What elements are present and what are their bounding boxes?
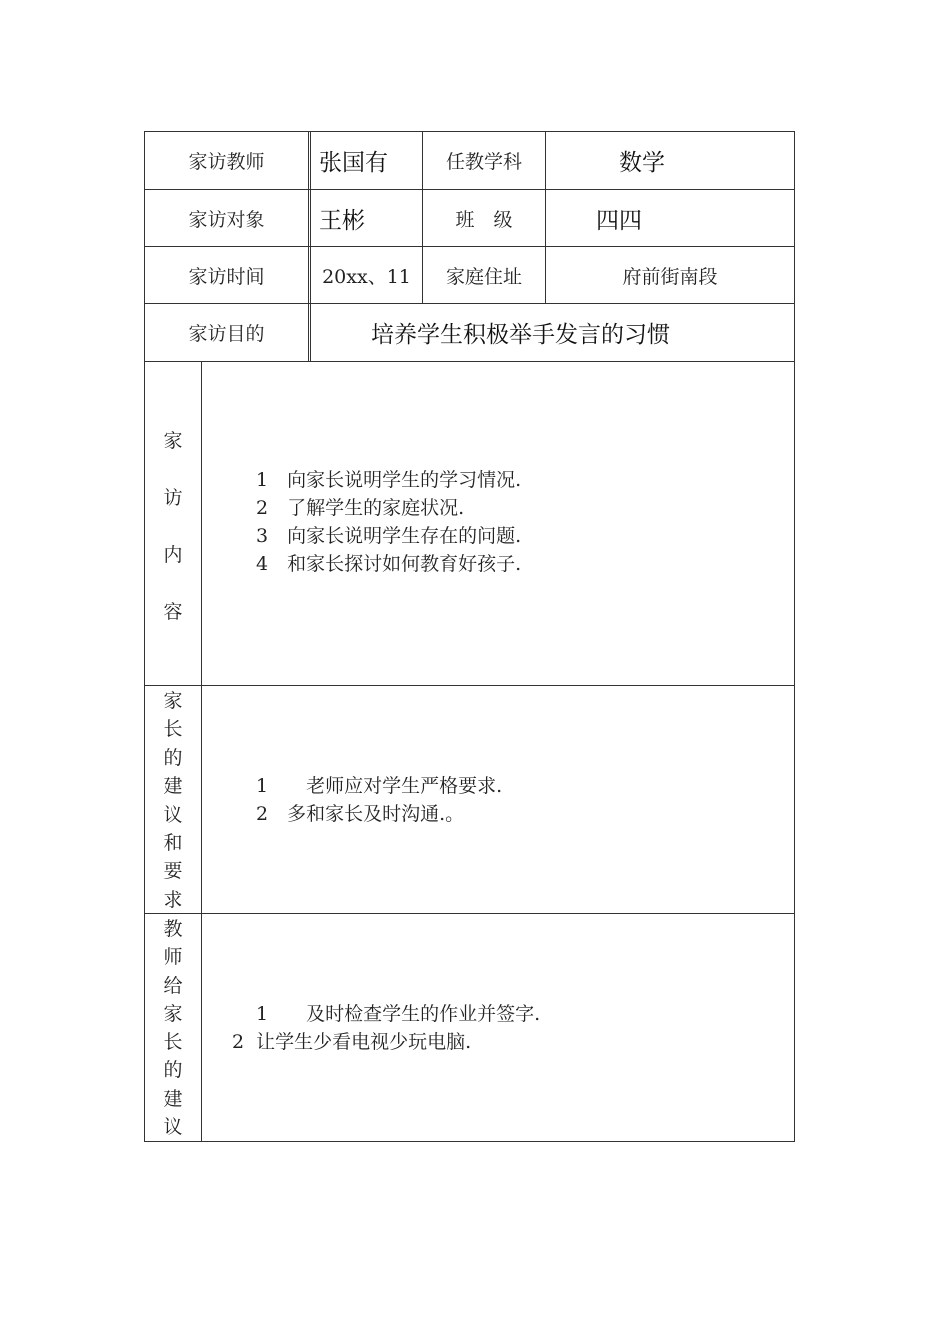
section-parent-suggestions bbox=[145, 686, 794, 914]
visit-content-label bbox=[145, 362, 202, 685]
teacher-suggestions-label-char: 师 bbox=[163, 946, 183, 969]
teacher-suggestions-label-char: 议 bbox=[163, 1116, 183, 1139]
visit-content-label-char: 家 bbox=[163, 430, 183, 452]
purpose-value: 培养学生积极举手发言的习惯 bbox=[371, 322, 670, 348]
teacher-value: 张国有 bbox=[311, 132, 423, 189]
teacher-suggestions-label-char: 的 bbox=[163, 1059, 183, 1082]
teacher-suggestions-label bbox=[145, 914, 202, 1141]
subject-value: 数学 bbox=[619, 150, 665, 176]
list-item: 1 老师应对学生严格要求. bbox=[256, 775, 503, 797]
target-value: 王彬 bbox=[311, 190, 423, 246]
address-label: 家庭住址 bbox=[423, 247, 546, 303]
class-value: 四四 bbox=[596, 207, 642, 234]
class-label: 班 级 bbox=[423, 190, 546, 246]
parent-suggestions-label-char: 长 bbox=[163, 718, 183, 741]
parent-suggestions-label-char: 家 bbox=[163, 690, 183, 712]
time-label: 家访时间 bbox=[145, 247, 311, 303]
time-value: 20xx、11 bbox=[311, 247, 423, 303]
teacher-suggestions-label-char: 建 bbox=[163, 1087, 183, 1110]
list-item: 4 和家长探讨如何教育好孩子. bbox=[256, 553, 522, 575]
home-visit-form bbox=[144, 131, 795, 1142]
subject-label: 任教学科 bbox=[423, 132, 546, 189]
row-purpose bbox=[145, 304, 794, 362]
list-item: 1 向家长说明学生的学习情况. bbox=[256, 469, 522, 491]
visit-content-list bbox=[202, 362, 794, 685]
address-value: 府前街南段 bbox=[622, 265, 718, 288]
parent-suggestions-label-char: 求 bbox=[163, 888, 183, 911]
parent-suggestions-label-char: 建 bbox=[163, 775, 183, 798]
row-target bbox=[145, 190, 794, 247]
row-teacher bbox=[145, 132, 794, 190]
visit-content-label-char: 访 bbox=[163, 487, 183, 509]
parent-suggestions-list bbox=[202, 686, 794, 913]
list-item: 1 及时检查学生的作业并签字. bbox=[256, 1003, 541, 1025]
list-item: 2 了解学生的家庭状况. bbox=[256, 497, 465, 519]
parent-suggestions-label-char: 的 bbox=[163, 746, 183, 769]
teacher-suggestions-list bbox=[202, 914, 794, 1141]
teacher-suggestions-label-char: 教 bbox=[163, 918, 183, 940]
teacher-suggestions-label-char: 家 bbox=[163, 1002, 183, 1025]
teacher-suggestions-label-char: 长 bbox=[163, 1031, 183, 1054]
visit-content-label-char: 容 bbox=[163, 601, 183, 623]
parent-suggestions-label-char: 议 bbox=[163, 803, 183, 826]
parent-suggestions-label-char: 要 bbox=[163, 860, 183, 883]
teacher-suggestions-label-char: 给 bbox=[163, 974, 183, 997]
target-label: 家访对象 bbox=[145, 190, 311, 246]
list-item: 2 多和家长及时沟通.。 bbox=[256, 803, 465, 825]
parent-suggestions-label bbox=[145, 686, 202, 913]
section-teacher-suggestions bbox=[145, 914, 794, 1141]
row-time bbox=[145, 247, 794, 304]
teacher-label: 家访教师 bbox=[145, 132, 311, 189]
parent-suggestions-label-char: 和 bbox=[163, 831, 183, 854]
list-item: 2 让学生少看电视少玩电脑. bbox=[232, 1031, 472, 1053]
purpose-label: 家访目的 bbox=[145, 304, 311, 361]
visit-content-label-char: 内 bbox=[163, 544, 183, 566]
list-item: 3 向家长说明学生存在的问题. bbox=[256, 525, 522, 547]
section-visit-content bbox=[145, 362, 794, 686]
